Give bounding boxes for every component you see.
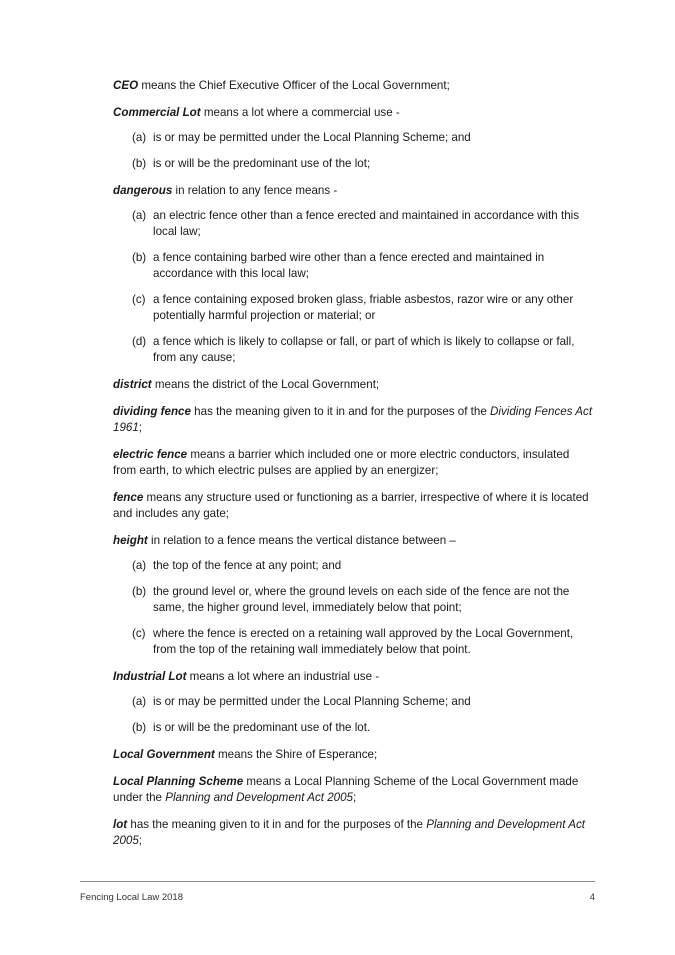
list-item (113, 130, 593, 146)
definition-local-government (113, 747, 593, 763)
definition-items (113, 558, 593, 658)
definition-text: has the meaning given to it in and for the purposes of the (127, 818, 427, 831)
list-item (113, 584, 593, 616)
definition-text: means the Chief Executive Officer of the Local Government; (138, 79, 450, 92)
item-text: is or will be the predominant use of the lot. (153, 721, 371, 734)
item-text: an electric fence other than a fence erected and maintained in accordance with this local law; (153, 209, 580, 238)
definition-term: CEO (113, 79, 139, 92)
list-item (113, 334, 593, 366)
definition-dangerous (113, 183, 593, 199)
definition-text: means any structure used or functioning as a barrier, irrespective of where it is located and includes any gate; (113, 491, 589, 520)
definition-height (113, 533, 593, 549)
item-label: (a) (132, 131, 147, 144)
definition-text: means a Local Planning Scheme of the Local Government made under the (113, 775, 579, 804)
item-label: (b) (132, 251, 147, 264)
list-item (113, 720, 593, 736)
item-text: is or may be permitted under the Local Planning Scheme; and (153, 695, 471, 708)
definitions-section (113, 78, 593, 860)
item-label: (c) (132, 627, 146, 640)
definition-term: dangerous (113, 184, 173, 197)
definition-dividing-fence (113, 404, 593, 436)
act-title: Dividing Fences Act 1961 (113, 405, 593, 434)
item-text: a fence containing exposed broken glass, friable asbestos, razor wire or any other potentially harmful projection or material; or (153, 293, 574, 322)
definition-fence (113, 490, 593, 522)
item-text: is or will be the predominant use of the lot; (153, 157, 371, 170)
definition-industrial-lot (113, 669, 593, 685)
definition-text: in relation to a fence means the vertical distance between – (147, 534, 456, 547)
definition-text: means a lot where a commercial use - (200, 106, 400, 119)
definition-items (113, 208, 593, 366)
definition-lot (113, 817, 593, 849)
item-text: the top of the fence at any point; and (153, 559, 342, 572)
definition-ceo (113, 78, 593, 94)
definition-term: lot (113, 818, 128, 831)
definition-term: Industrial Lot (113, 670, 187, 683)
act-title: Planning and Development Act 2005 (113, 818, 585, 847)
list-item (113, 626, 593, 658)
definition-term: fence (113, 491, 144, 504)
list-item (113, 694, 593, 710)
item-label: (d) (132, 335, 147, 348)
list-item (113, 156, 593, 172)
footer-divider (80, 881, 595, 882)
definition-text: means the Shire of Esperance; (214, 748, 378, 761)
list-item (113, 558, 593, 574)
definition-commercial-lot (113, 105, 593, 121)
definition-term: Local Government (113, 748, 215, 761)
definition-term: Local Planning Scheme (113, 775, 244, 788)
list-item (113, 292, 593, 324)
definition-district (113, 377, 593, 393)
item-text: where the fence is erected on a retaining wall approved by the Local Government, from the top of the retaining wall immediately below that point. (153, 627, 574, 656)
page-number: 4 (589, 892, 595, 903)
definition-punctuation: ; (138, 421, 143, 434)
definition-term: height (113, 534, 148, 547)
definition-text: means a lot where an industrial use - (186, 670, 380, 683)
definition-local-planning-scheme (113, 774, 593, 806)
definition-items (113, 694, 593, 736)
list-item (113, 208, 593, 240)
list-item (113, 250, 593, 282)
definition-text: has the meaning given to it in and for the purposes of the (190, 405, 491, 418)
item-text: is or may be permitted under the Local Planning Scheme; and (153, 131, 471, 144)
item-label: (b) (132, 585, 147, 598)
definition-text: means a barrier which included one or more electric conductors, insulated from earth, to which electric pulses are applied by an energizer; (113, 448, 570, 477)
definition-punctuation: ; (138, 834, 143, 847)
act-title: Planning and Development Act 2005 (165, 791, 353, 804)
definition-punctuation: ; (353, 791, 357, 804)
item-text: the ground level or, where the ground levels on each side of the fence are not the same, the higher ground level, immediately below that point; (153, 585, 570, 614)
definition-term: dividing fence (113, 405, 191, 418)
item-label: (b) (132, 157, 147, 170)
definition-term: electric fence (113, 448, 188, 461)
footer-title: Fencing Local Law 2018 (80, 892, 183, 903)
item-label: (a) (132, 695, 147, 708)
definition-electric-fence (113, 447, 593, 479)
definition-text: in relation to any fence means - (172, 184, 338, 197)
item-text: a fence which is likely to collapse or fall, or part of which is likely to collapse or fall, from any cause; (153, 335, 575, 364)
item-text: a fence containing barbed wire other than a fence erected and maintained in accordance with this local law; (153, 251, 545, 280)
definition-items (113, 130, 593, 172)
item-label: (b) (132, 721, 147, 734)
definition-text: means the district of the Local Government; (151, 378, 380, 391)
item-label: (c) (132, 293, 146, 306)
definition-term: district (113, 378, 152, 391)
definition-term: Commercial Lot (113, 106, 201, 119)
item-label: (a) (132, 209, 147, 222)
item-label: (a) (132, 559, 147, 572)
